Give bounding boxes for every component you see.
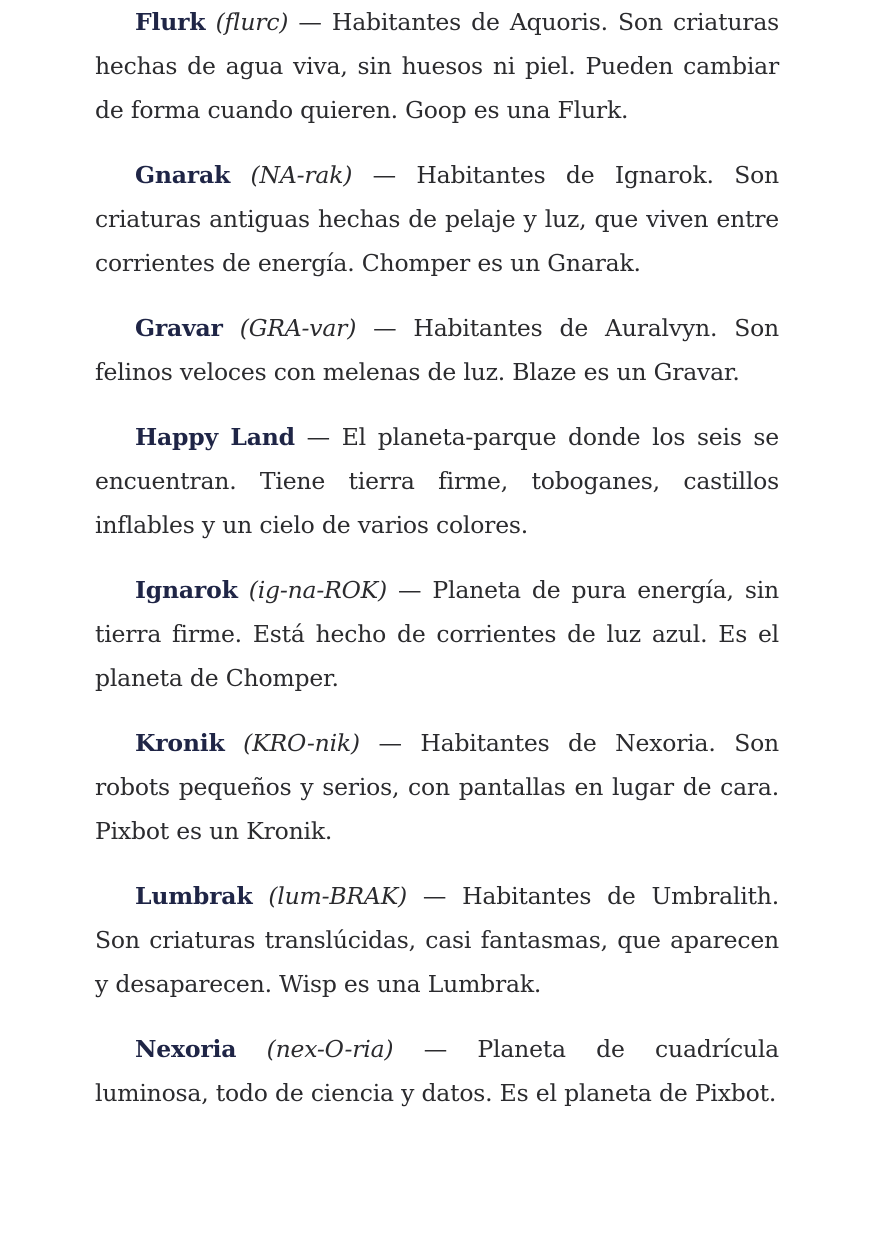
entry-definition: — Habitantes de Ignarok. Son criaturas antiguas hechas de pelaje y luz, que viven entre corrientes de energía. Chomper es un Gnarak. xyxy=(95,161,779,277)
entry-definition: — Planeta de cuadrícula luminosa, todo de ciencia y datos. Es el planeta de Pixbot. xyxy=(95,1035,779,1107)
glossary-entry-ignarok xyxy=(95,568,779,700)
glossary-entry-flurk xyxy=(95,0,779,132)
entry-term: Nexoria xyxy=(135,1035,237,1063)
entry-term: Flurk xyxy=(135,8,206,36)
entry-pronunciation: (ig-na-ROK) xyxy=(248,576,387,604)
entry-definition: — Habitantes de Umbralith. Son criaturas translúcidas, casi fantasmas, que aparecen y desaparecen. Wisp es una Lumbrak. xyxy=(95,882,779,998)
glossary-page xyxy=(95,0,779,1115)
entry-pronunciation: (lum-BRAK) xyxy=(268,882,408,910)
entry-term: Gravar xyxy=(135,314,223,342)
entry-pronunciation: (nex-O-ria) xyxy=(266,1035,394,1063)
entry-pronunciation: (KRO-nik) xyxy=(243,729,360,757)
entry-term: Happy Land xyxy=(135,423,295,451)
entry-pronunciation: (GRA-var) xyxy=(239,314,357,342)
glossary-entry-kronik xyxy=(95,721,779,853)
entry-pronunciation: (flurc) xyxy=(215,8,289,36)
entry-term: Ignarok xyxy=(135,576,238,604)
entry-term: Lumbrak xyxy=(135,882,253,910)
entry-definition: — Planeta de pura energía, sin tierra firme. Está hecho de corrientes de luz azul. Es el planeta de Chomper. xyxy=(95,576,779,692)
entry-pronunciation: (NA-rak) xyxy=(250,161,353,189)
glossary-entry-happy-land xyxy=(95,415,779,547)
entry-term: Kronik xyxy=(135,729,225,757)
entry-term: Gnarak xyxy=(135,161,231,189)
glossary-entry-lumbrak xyxy=(95,874,779,1006)
glossary-entry-gravar xyxy=(95,306,779,394)
glossary-entry-nexoria xyxy=(95,1027,779,1115)
entry-definition: — El planeta-parque donde los seis se encuentran. Tiene tierra firme, toboganes, castillos inflables y un cielo de varios colores. xyxy=(95,423,780,539)
glossary-entry-gnarak xyxy=(95,153,779,285)
entry-definition: — Habitantes de Aquoris. Son criaturas hechas de agua viva, sin huesos ni piel. Pueden cambiar de forma cuando quieren. Goop es una Flurk. xyxy=(95,8,779,124)
entry-definition: — Habitantes de Nexoria. Son robots pequeños y serios, con pantallas en lugar de cara. Pixbot es un Kronik. xyxy=(95,729,779,845)
entry-definition: — Habitantes de Auralvyn. Son felinos veloces con melenas de luz. Blaze es un Gravar. xyxy=(95,314,779,386)
